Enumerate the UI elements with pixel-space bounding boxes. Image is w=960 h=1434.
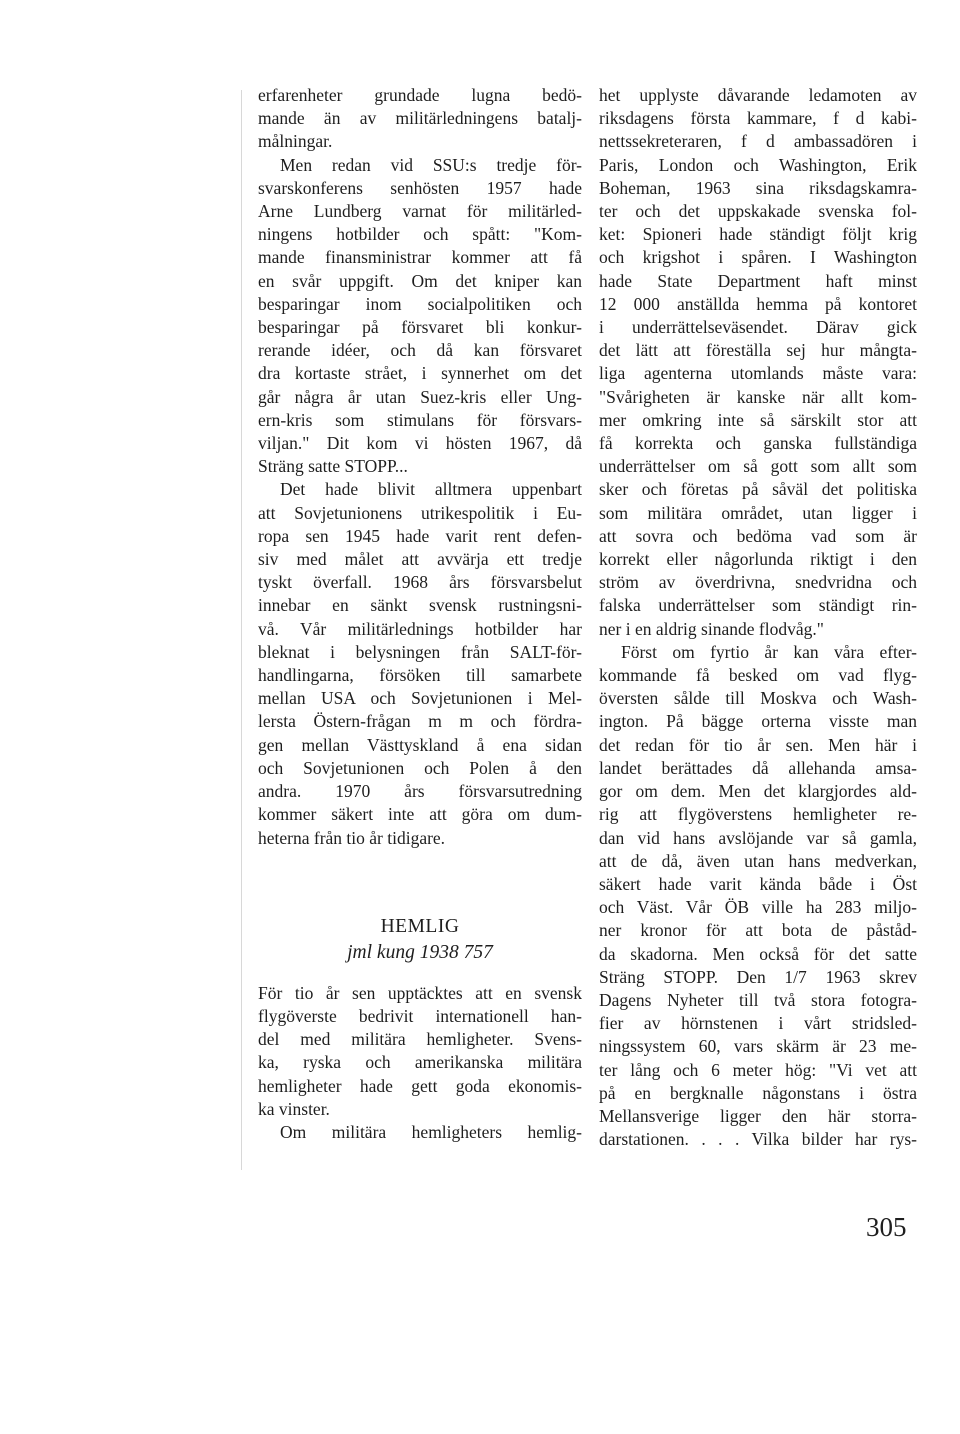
section-spacer-bottom — [258, 966, 582, 982]
text-line: korrekt eller någorlunda riktigt i den — [599, 549, 917, 570]
text-line: "Svårigheten är kanske när allt kom- — [599, 386, 917, 407]
text-line: ket: Spioneri hade ständigt följt krig — [599, 224, 917, 245]
text-line: erfarenheter grundade lugna bedö- — [258, 85, 582, 105]
text-line: att sovra och bedöma vad som är — [599, 525, 917, 546]
text-line: landet berättades då allehanda amsa- — [599, 757, 917, 778]
text-line: För tio år sen upptäcktes att en svensk — [258, 982, 582, 1003]
text-line: andra. 1970 års försvarsutredning — [258, 781, 582, 802]
text-line: och Väst. Vår ÖB ville ha 283 miljo- — [599, 897, 917, 918]
text-line: nettssekreteraren, f d ambassadören i — [599, 131, 917, 152]
text-line: innebar en sänkt svensk rustningsni- — [258, 595, 582, 616]
text-line: Men redan vid SSU:s tredje för- — [280, 154, 582, 175]
text-line: viljan." Dit kom vi hösten 1967, då — [258, 433, 582, 454]
text-line: Dagens Nyheter till två stora fotogra- — [599, 989, 917, 1010]
text-line: och Sovjetunionen och Polen å den — [258, 757, 582, 778]
text-line: Sträng STOPP. Den 1/7 1963 skrev — [599, 966, 917, 987]
scan-gutter-line — [241, 90, 242, 1170]
left-paragraph-1 — [258, 84, 582, 154]
text-line: handlingarna, försöken till samarbete — [258, 665, 582, 686]
text-line: besparingar på försvaret bli konkur- — [258, 317, 582, 338]
text-line: Paris, London och Washington, Erik — [599, 154, 917, 175]
text-line: säkert hade varit kända både i Öst — [599, 873, 917, 894]
text-line: går några år utan Suez-kris eller Ung- — [258, 386, 582, 407]
text-line: del med militära hemligheter. Svens- — [258, 1029, 582, 1050]
text-line: kommer säkert inte att göra om dum- — [258, 804, 582, 825]
text-line: lersta Östern-frågan m m och fördra- — [258, 711, 582, 732]
right-text-column — [599, 84, 917, 1151]
left-paragraph-3 — [258, 478, 582, 849]
text-line: mellan USA och Sovjetunionen i Mel- — [258, 688, 582, 709]
text-line: underrättelser om så gott som allt som — [599, 456, 917, 477]
text-line: sker och företas på såväl det politiska — [599, 479, 917, 500]
text-line: översten sålde till Moskva och Wash- — [599, 688, 917, 709]
text-line: gor om dem. Men det klargjordes ald- — [599, 781, 917, 802]
section-heading — [258, 914, 582, 966]
text-line: ka vinster. — [258, 1098, 330, 1119]
text-line: bleknat i belysningen från SALT-för- — [258, 641, 582, 662]
text-line: ström av överdrivna, snedvridna och — [599, 572, 917, 593]
text-line: en svår uppgift. Om det kniper kan — [258, 270, 582, 291]
text-line: 12 000 anställda hemma på kontoret — [599, 293, 917, 314]
text-line: ner i en aldrig sinande flodvåg." — [599, 618, 824, 639]
text-line: het upplyste dåvarande ledamoten av — [599, 85, 917, 105]
text-line: Det hade blivit alltmera uppenbart — [280, 479, 582, 500]
text-line: det lätt att föreställa sej hur mångta- — [599, 340, 917, 361]
text-line: få korrekta och ganska fullständiga — [599, 433, 917, 454]
text-line: darstationen. . . . Vilka bilder har rys- — [599, 1129, 917, 1150]
right-paragraph-1 — [599, 84, 917, 641]
text-line: ningens hotbilder och spått: "Kom- — [258, 224, 582, 245]
text-line: ington. På bägge orterna visste man — [599, 711, 917, 732]
text-line: det redan för tio år sen. Men här i — [599, 734, 917, 755]
text-line: Sträng satte STOPP... — [258, 456, 408, 477]
text-line: målningar. — [258, 131, 333, 152]
text-line: falska underrättelser som ständigt rin- — [599, 595, 917, 616]
text-line: Boheman, 1963 sina riksdagskamra- — [599, 177, 917, 198]
text-line: rerande idéer, och då kan försvaret — [258, 340, 582, 361]
text-line: mande finansministrar kommer att få — [258, 247, 582, 268]
text-line: liga agenterna utomlands måste vara: — [599, 363, 917, 384]
text-line: hade State Department haft minst — [599, 270, 917, 291]
text-line: mer omkring inte så särskilt stor att — [599, 409, 917, 430]
text-line: dan vid hans avslöjande var så gamla, — [599, 827, 917, 848]
text-line: Först om fyrtio år kan våra efter- — [621, 641, 917, 662]
text-line: rig att flygöverstens hemligheter re- — [599, 804, 917, 825]
text-line: gen mellan Västtyskland å ena sidan — [258, 734, 582, 755]
page-number: 305 — [866, 1212, 907, 1242]
text-line: i underrättelseväsendet. Därav gick — [599, 317, 917, 338]
text-line: fier av hörnstenen i vårt stridsled- — [599, 1013, 917, 1034]
text-line: ningssystem 60, vars skärm är 23 me- — [599, 1036, 917, 1057]
text-line: heterna från tio år tidigare. — [258, 827, 446, 848]
text-line: siv med målet att avvärja ett tredje — [258, 549, 582, 570]
text-line: ter och det uppskakade svenska fol- — [599, 201, 917, 222]
left-paragraph-2 — [258, 154, 582, 479]
text-line: kommande få besked om vad flyg- — [599, 665, 917, 686]
right-paragraph-2 — [599, 641, 917, 1151]
text-line: och krigshot i spåren. I Washington — [599, 247, 917, 268]
text-line: da skadorna. Men också för det satte — [599, 943, 917, 964]
text-line: ter lång och 6 meter hög: "Vi vet att — [599, 1059, 917, 1080]
text-line: som militära området, utan ligger i — [599, 502, 917, 523]
left-paragraph-5 — [258, 1121, 582, 1144]
text-line: tyskt överfall. 1968 års försvarsbelut — [258, 572, 582, 593]
text-line: hemligheter hade gett goda ekonomis- — [258, 1075, 582, 1096]
text-line: att Sovjetunionens utrikespolitik i Eu- — [258, 502, 582, 523]
text-line: ner kronor för att bota de påståd- — [599, 920, 917, 941]
text-line: att de då, även utan hans medverkan, — [599, 850, 917, 871]
section-heading-subtitle: jml kung 1938 757 — [347, 941, 493, 963]
section-heading-title: HEMLIG — [380, 915, 460, 937]
left-text-column — [258, 84, 582, 1144]
text-line: ropa sen 1945 hade varit rent defen- — [258, 525, 582, 546]
text-line: mande än av militärledningens batalj- — [258, 108, 582, 129]
text-line: svarskonferens senhösten 1957 hade — [258, 177, 582, 198]
text-line: dra kortaste strået, i synnerhet om det — [258, 363, 582, 384]
section-spacer-top — [258, 850, 582, 914]
text-line: vå. Vår militärlednings hotbilder har — [258, 618, 582, 639]
text-line: ern-kris som stimulans för försvars- — [258, 409, 582, 430]
text-line: Mellansverige ligger den här storra- — [599, 1105, 917, 1126]
text-line: Arne Lundberg varnat för militärled- — [258, 201, 582, 222]
text-line: ka, ryska och amerikanska militära — [258, 1052, 582, 1073]
left-paragraph-4 — [258, 982, 582, 1121]
text-line: flygöverste bedrivit internationell han- — [258, 1005, 582, 1026]
text-line: besparingar inom socialpolitiken och — [258, 293, 582, 314]
text-line: Om militära hemligheters hemlig- — [280, 1121, 582, 1142]
text-line: på en bergknalle någonstans i östra — [599, 1082, 917, 1103]
text-line: riksdagens första kammare, f d kabi- — [599, 108, 917, 129]
